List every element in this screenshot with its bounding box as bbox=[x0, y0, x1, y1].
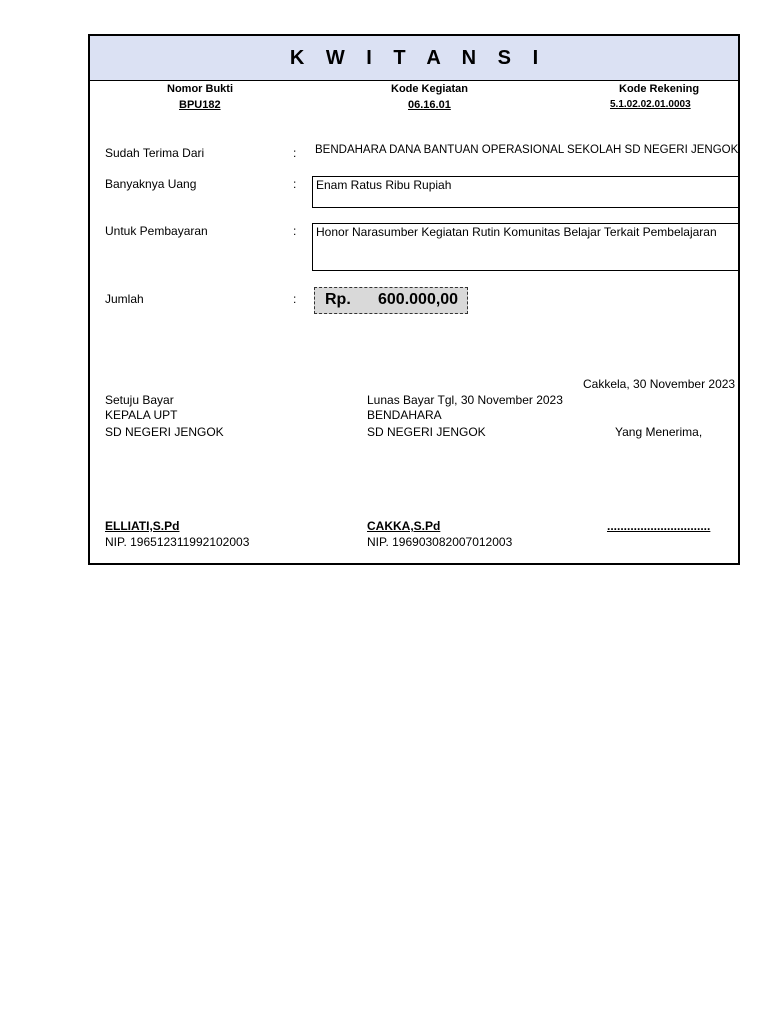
terima-dari-label: Sudah Terima Dari bbox=[105, 146, 205, 160]
kode-rekening-label: Kode Rekening bbox=[619, 83, 700, 95]
kode-kegiatan-value: 06.16.01 bbox=[408, 99, 451, 111]
nomor-bukti-value: BPU182 bbox=[179, 99, 221, 111]
colon-separator: : bbox=[293, 292, 297, 306]
place: Cakkela, bbox=[583, 377, 630, 391]
right-sign-line3: Yang Menerima, bbox=[615, 425, 703, 439]
left-sign-line3: SD NEGERI JENGOK bbox=[105, 425, 224, 439]
left-signer-nip: NIP. 196512311992102003 bbox=[105, 535, 250, 549]
untuk-pembayaran-label: Untuk Pembayaran bbox=[105, 224, 208, 238]
receipt-form bbox=[88, 34, 740, 565]
colon-separator: : bbox=[293, 224, 297, 238]
title-bar bbox=[90, 36, 738, 81]
amount-currency: Rp. bbox=[325, 291, 351, 308]
middle-sign-line1: Lunas Bayar Tgl, 30 November 2023 bbox=[367, 393, 563, 407]
left-signer-name: ELLIATI,S.Pd bbox=[105, 519, 180, 533]
right-signer-name: ............................... bbox=[607, 519, 711, 533]
untuk-pembayaran-value: Honor Narasumber Kegiatan Rutin Komunitas Belajar Terkait Pembelajaran bbox=[316, 225, 717, 239]
terima-dari-value: BENDAHARA DANA BANTUAN OPERASIONAL SEKOLAH SD NEGERI JENGOK bbox=[315, 144, 739, 156]
colon-separator: : bbox=[293, 146, 297, 160]
middle-sign-line3: SD NEGERI JENGOK bbox=[367, 425, 486, 439]
kode-kegiatan-label: Kode Kegiatan bbox=[391, 83, 469, 95]
date: 30 November 2023 bbox=[633, 377, 736, 391]
place-date bbox=[583, 377, 735, 391]
jumlah-label: Jumlah bbox=[105, 292, 144, 306]
banyaknya-uang-value: Enam Ratus Ribu Rupiah bbox=[316, 178, 452, 192]
left-sign-line1: Setuju Bayar bbox=[105, 393, 174, 407]
banyaknya-uang-label: Banyaknya Uang bbox=[105, 177, 197, 191]
middle-signer-name: CAKKA,S.Pd bbox=[367, 519, 441, 533]
amount-box bbox=[314, 287, 468, 314]
untuk-pembayaran-box bbox=[312, 223, 740, 271]
kode-rekening-value: 5.1.02.02.01.0003 bbox=[610, 99, 691, 110]
middle-sign-line2: BENDAHARA bbox=[367, 408, 442, 422]
amount-value: 600.000,00 bbox=[378, 291, 459, 308]
banyaknya-uang-box bbox=[312, 176, 740, 208]
receipt-title: K W I T A N S I bbox=[289, 46, 547, 69]
left-sign-line2: KEPALA UPT bbox=[105, 408, 178, 422]
colon-separator: : bbox=[293, 177, 297, 191]
middle-signer-nip: NIP. 196903082007012003 bbox=[367, 535, 513, 549]
nomor-bukti-label: Nomor Bukti bbox=[167, 83, 233, 95]
